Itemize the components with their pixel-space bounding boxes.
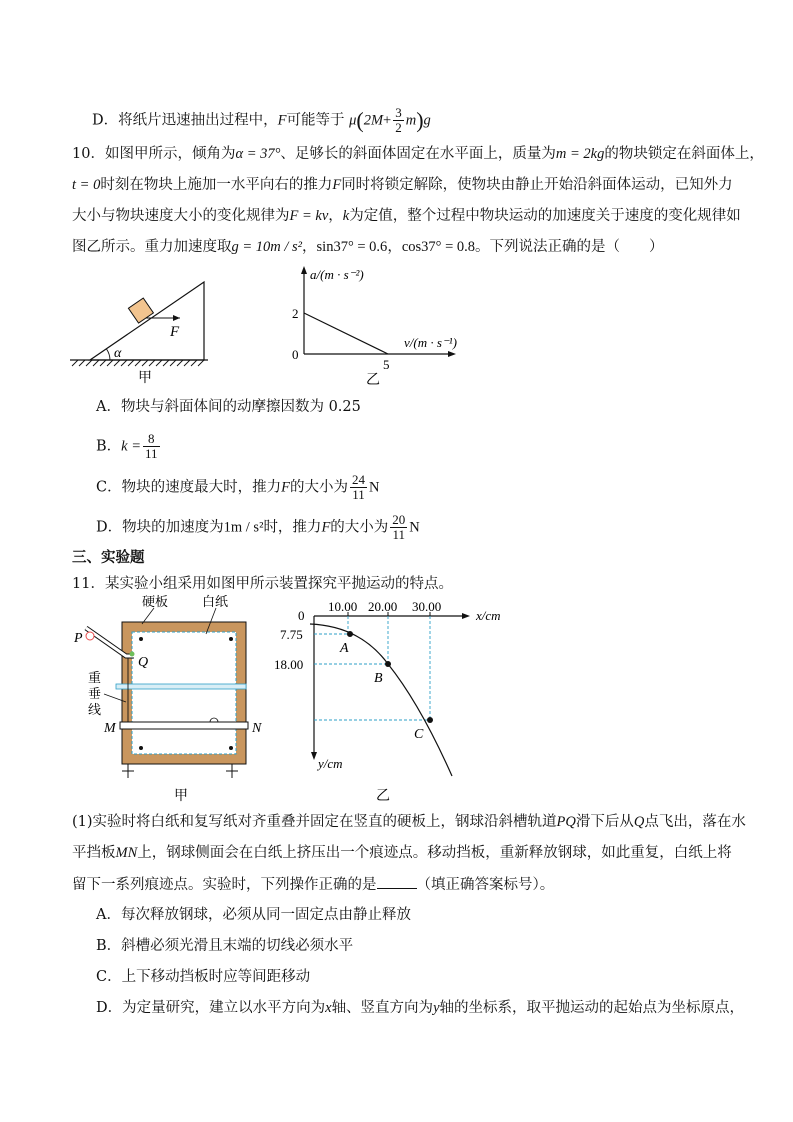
q11-option-d-a: D．为定量研究，建立以水平方向为 xyxy=(96,1000,326,1016)
q10-line1-b: 、足够长的斜面体固定在水平面上，质量为 xyxy=(280,146,556,162)
q10-option-d-prefix: D．物块的加速度为 xyxy=(96,519,224,536)
q11-option-d-y: y xyxy=(433,1000,440,1016)
label-m: M xyxy=(104,721,116,736)
q10-line4-c: ， xyxy=(387,239,402,255)
q10-line2 xyxy=(72,175,733,195)
av-x-label: v/(m · s⁻¹) xyxy=(404,335,457,350)
traj-x-tick-2: 20.00 xyxy=(368,599,398,614)
q11-option-d xyxy=(96,998,744,1018)
q10-option-c-f: F xyxy=(281,479,290,496)
q10-option-a xyxy=(96,397,361,417)
q9-paren-left: ( xyxy=(356,107,364,133)
traj-y-label: y/cm xyxy=(318,756,343,771)
q10-k: k xyxy=(342,208,350,224)
q11-p1-line2 xyxy=(72,843,732,863)
label-white-paper: 白纸 xyxy=(202,594,229,609)
fig-jia-caption-q11: 甲 xyxy=(174,789,188,804)
q10-line1-c: 的物块锁定在斜面体上， xyxy=(604,146,764,162)
label-n: N xyxy=(252,721,262,736)
label-plumb-3: 线 xyxy=(88,702,102,717)
traj-y-tick-2: 18.00 xyxy=(274,657,304,672)
q9-plus: + xyxy=(383,112,392,129)
av-x-tick-5: 5 xyxy=(383,357,390,372)
baffle-mn xyxy=(120,722,248,729)
q11-option-a-text: A．每次释放钢球，必须从同一固定点由静止释放 xyxy=(96,907,411,923)
q10-figure-yi xyxy=(286,262,466,390)
av-origin: 0 xyxy=(292,347,299,362)
q11-option-b-text: B．斜槽必须光滑且末端的切线必须水平 xyxy=(96,938,354,954)
label-point-b: B xyxy=(374,671,383,686)
q10-line3-b: ， xyxy=(328,208,343,224)
traj-y-arrow xyxy=(311,752,317,760)
q10-line3-c: 为定值，整个过程中物块运动的加速度关于速度的变化规律如 xyxy=(349,208,741,224)
q10-line2-f: F xyxy=(332,177,342,193)
q9-frac-den: 2 xyxy=(395,120,402,135)
q11-p1-line2-b: 上，钢球侧面会在白纸上挤压出一个痕迹点。移动挡板，重新释放钢球，如此重复，白纸上将 xyxy=(137,845,732,861)
q9-mu: μ xyxy=(349,112,357,129)
q10-option-b-frac xyxy=(143,432,160,461)
q10-option-d-mid2: 的大小为 xyxy=(330,519,389,536)
q10-figure-jia xyxy=(66,268,216,390)
q10-option-d-acc: 1m / s² xyxy=(223,519,264,536)
q10-option-a-text: A．物块与斜面体间的动摩擦因数为 0.25 xyxy=(96,399,361,415)
fig-jia-caption: 甲 xyxy=(138,371,152,386)
q9-2m: 2M xyxy=(363,112,384,129)
q10-option-c-frac xyxy=(350,473,367,502)
q10-option-c-den: 11 xyxy=(352,487,365,502)
q9-paren-right: ) xyxy=(416,107,424,133)
traj-origin: 0 xyxy=(298,608,305,623)
white-paper xyxy=(132,632,236,754)
av-y-arrow xyxy=(301,266,307,274)
q9-m: m xyxy=(405,112,417,129)
q11-p1-line1-b: 滑下后从 xyxy=(575,814,634,830)
pin-br xyxy=(229,746,233,750)
traj-y-tick-1: 7.75 xyxy=(280,627,303,642)
q10-line4-d: 。下列说法正确的是（ ） xyxy=(475,239,664,255)
q10-sin: sin37° = 0.6 xyxy=(316,239,388,255)
angle-arc xyxy=(107,349,111,360)
q11-p1-line1 xyxy=(72,812,746,832)
av-data-line xyxy=(304,313,388,354)
pin-tl xyxy=(139,637,143,641)
angle-label: α xyxy=(114,346,122,361)
q10-mass: m = 2kg xyxy=(555,146,605,162)
q9-option-d xyxy=(92,106,431,135)
q10-line2-a: 时刻在物块上施加一水平向右的推力 xyxy=(100,177,333,193)
middle-rod xyxy=(116,684,246,689)
q10-option-b-prefix: B． xyxy=(96,438,122,455)
q11-mn: MN xyxy=(115,845,138,861)
q10-option-d-unit: N xyxy=(409,519,420,536)
q10-option-b-k: k = xyxy=(121,438,142,455)
q9-var-f: F xyxy=(277,112,287,129)
q10-cos: cos37° = 0.8 xyxy=(401,239,475,255)
q11-stem xyxy=(72,574,453,594)
q10-line1-a: 10．如图甲所示，倾角为 xyxy=(72,146,236,162)
q11-option-d-c: 轴的坐标系，取平抛运动的起始点为坐标原点， xyxy=(439,1000,744,1016)
q11-pq: PQ xyxy=(556,814,576,830)
q11-option-d-b: 轴、竖直方向为 xyxy=(331,1000,434,1016)
q11-q: Q xyxy=(633,814,645,830)
steel-ball xyxy=(86,632,94,640)
av-y-label: a/(m · s⁻²) xyxy=(310,267,364,282)
q10-option-c-num: 24 xyxy=(351,472,365,487)
q11-p1-line1-c: 点飞出，落在水 xyxy=(644,814,746,830)
q11-figure-jia xyxy=(68,594,278,804)
label-hard-board: 硬板 xyxy=(142,594,169,609)
traj-x-tick-1: 10.00 xyxy=(328,599,358,614)
q10-line4-a: 图乙所示。重力加速度取 xyxy=(72,239,232,255)
q10-law: F = kv xyxy=(289,208,329,224)
q10-g: g = 10m / s² xyxy=(231,239,303,255)
fig-yi-caption-q11: 乙 xyxy=(376,789,390,804)
q10-line1 xyxy=(72,144,764,164)
q10-line4-b: ， xyxy=(302,239,317,255)
q10-option-d-mid: 时，推力 xyxy=(263,519,322,536)
q11-p1-line3 xyxy=(72,874,554,895)
q11-p1-line3-b: （填正确答案标号）。 xyxy=(416,877,555,893)
point-b-dot xyxy=(385,661,391,667)
q10-line3 xyxy=(72,206,741,226)
guide-lines xyxy=(314,616,430,720)
q10-option-d-den: 11 xyxy=(392,527,406,542)
ground-hatch xyxy=(72,360,204,366)
trajectory-curve xyxy=(310,624,452,776)
q11-p1-line1-a: (1)实验时将白纸和复写纸对齐重叠并固定在竖直的硬板上，钢球沿斜槽轨道 xyxy=(72,814,557,830)
q11-option-c xyxy=(96,967,310,987)
section-title-text: 三、实验题 xyxy=(72,549,145,566)
q10-option-d-frac xyxy=(390,513,407,542)
q10-line4 xyxy=(72,237,664,257)
label-point-c: C xyxy=(414,727,424,742)
force-arrowhead xyxy=(173,315,180,321)
q11-stem-text: 11．某实验小组采用如图甲所示装置探究平抛运动的特点。 xyxy=(72,576,453,592)
q9-fraction xyxy=(393,106,404,135)
point-c-dot xyxy=(427,717,433,723)
label-plumb-1: 重 xyxy=(88,670,102,685)
section-title xyxy=(72,548,145,568)
q11-option-b xyxy=(96,936,353,956)
point-a-dot xyxy=(347,631,353,637)
av-x-arrow xyxy=(448,351,456,357)
q9-frac-num: 3 xyxy=(395,105,402,120)
fig-yi-caption: 乙 xyxy=(366,373,380,388)
label-plumb-2: 垂 xyxy=(88,686,102,701)
label-p: P xyxy=(74,631,83,646)
exit-q xyxy=(130,652,135,657)
label-q: Q xyxy=(138,655,149,670)
av-y-tick-2: 2 xyxy=(292,306,299,321)
q10-alpha: α = 37° xyxy=(235,146,281,162)
q10-option-b xyxy=(96,432,162,461)
q9-option-d-mid: 可能等于 xyxy=(286,112,345,129)
force-label: F xyxy=(170,324,180,340)
pin-bl xyxy=(139,746,143,750)
q10-line2-b: 同时将锁定解除，使物块由静止开始沿斜面体运动，已知外力 xyxy=(341,177,733,193)
traj-x-tick-3: 30.00 xyxy=(412,599,442,614)
q11-p1-line2-a: 平挡板 xyxy=(72,845,116,861)
traj-x-arrow xyxy=(462,613,470,619)
q10-option-d-f: F xyxy=(321,519,331,536)
incline-body xyxy=(90,282,204,360)
q11-option-c-text: C．上下移动挡板时应等间距移动 xyxy=(96,969,311,985)
answer-blank[interactable] xyxy=(377,874,417,889)
q10-option-c-mid: 的大小为 xyxy=(289,479,348,496)
q11-p1-line3-a: 留下一系列痕迹点。实验时，下列操作正确的是 xyxy=(72,877,377,893)
pin-tr xyxy=(229,637,233,641)
q10-option-c-unit: N xyxy=(368,479,380,496)
q10-line3-a: 大小与物块速度大小的变化规律为 xyxy=(72,208,290,224)
q10-option-b-den: 11 xyxy=(145,446,158,461)
q10-option-c-prefix: C．物块的速度最大时，推力 xyxy=(96,479,282,496)
q10-t0: t = 0 xyxy=(72,177,101,193)
q9-option-d-text: D．将纸片迅速抽出过程中， xyxy=(92,112,278,129)
q11-figure-yi xyxy=(270,596,520,808)
q9-g: g xyxy=(423,112,431,129)
q10-option-d xyxy=(96,513,420,542)
q11-option-d-x: x xyxy=(325,1000,332,1016)
q11-option-a xyxy=(96,905,411,925)
traj-x-label: x/cm xyxy=(476,608,501,623)
q10-option-b-num: 8 xyxy=(143,432,160,447)
q10-option-d-num: 20 xyxy=(392,512,406,527)
label-point-a: A xyxy=(340,641,349,656)
q10-option-c xyxy=(96,473,379,502)
